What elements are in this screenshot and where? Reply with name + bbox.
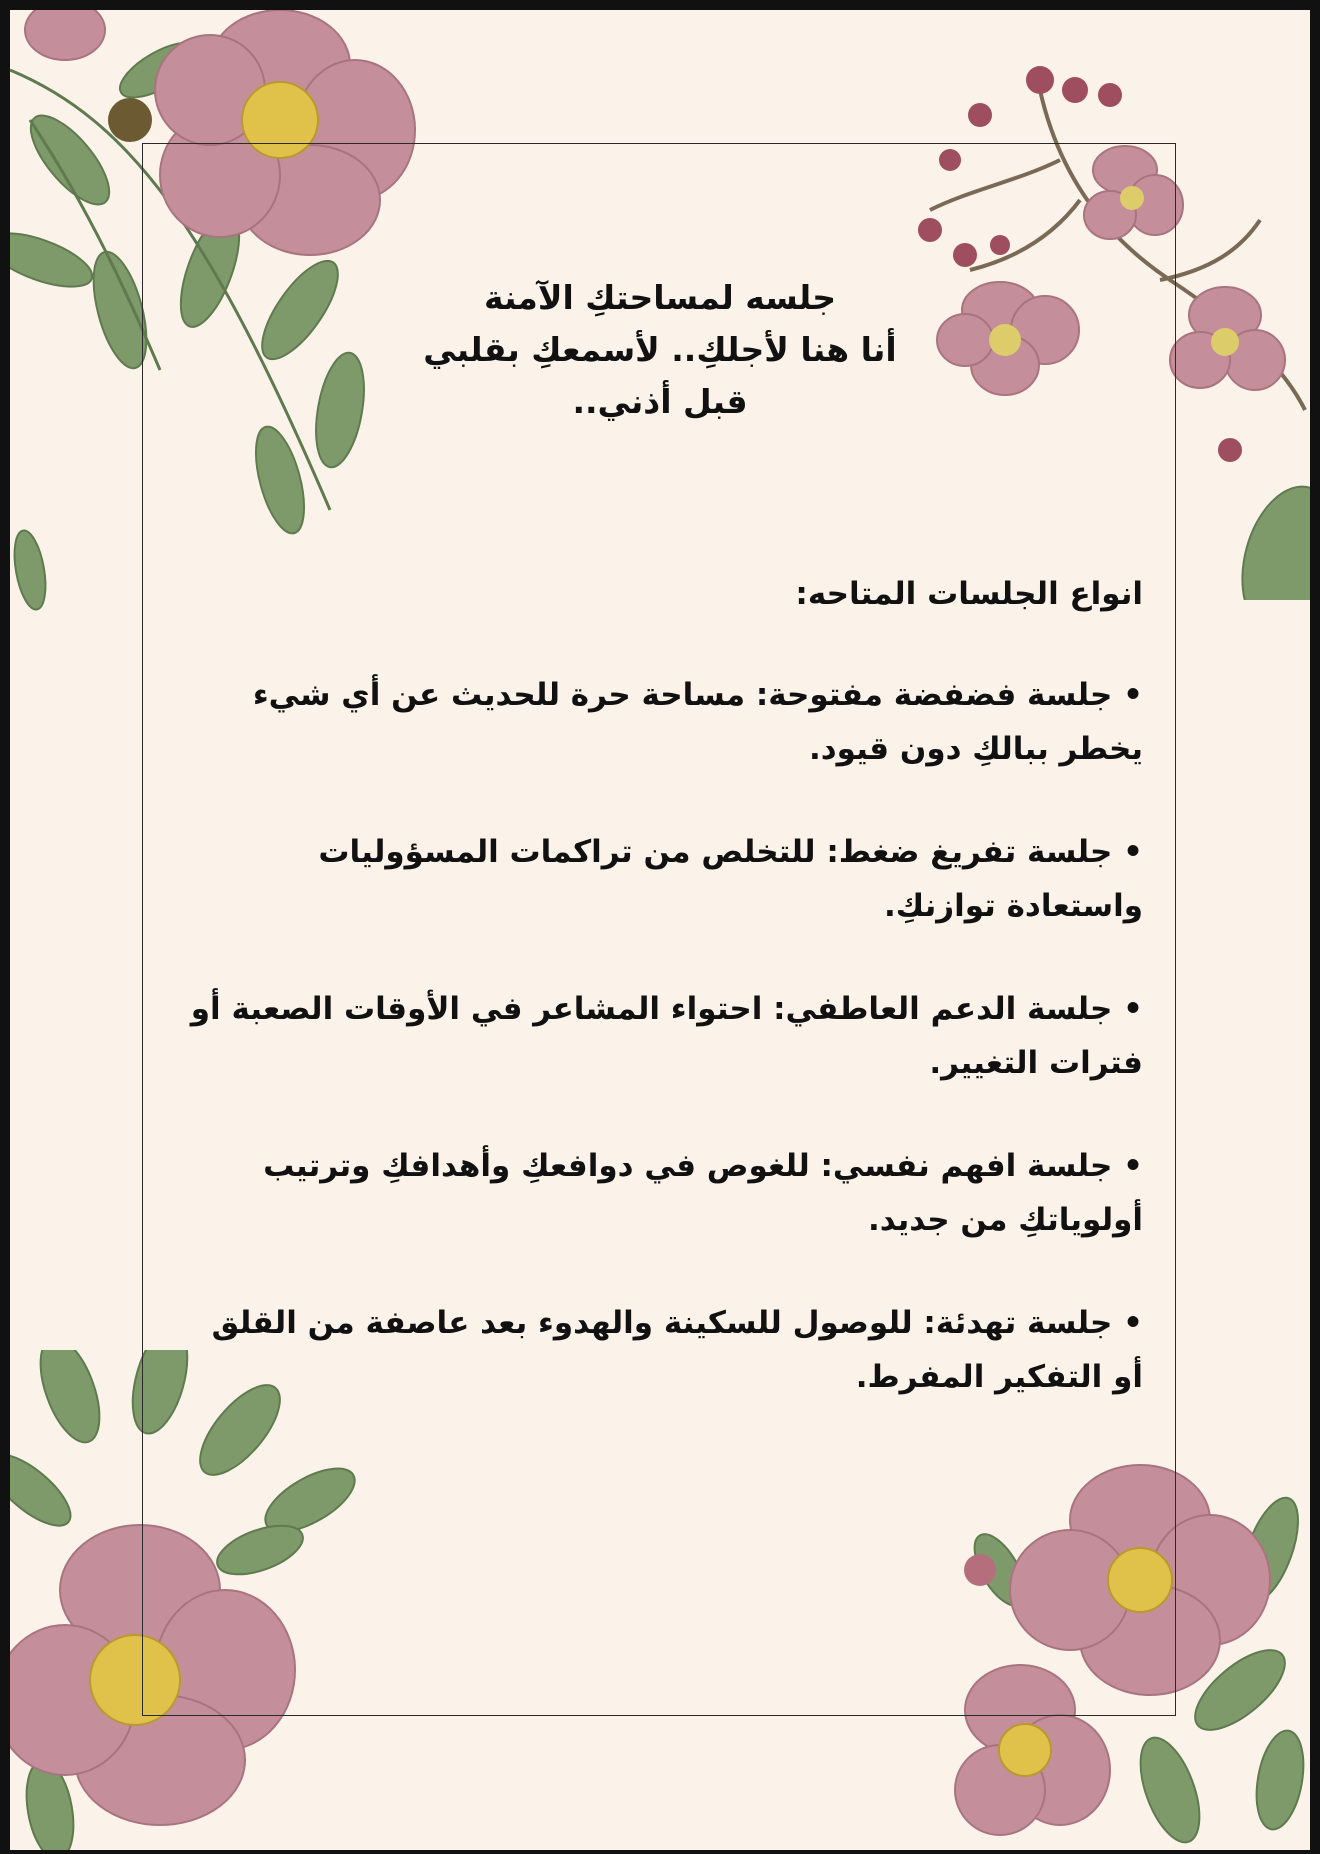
header-title: جلسه لمساحتكِ الآمنة [483,278,837,317]
header-subtitle-continuation: قبل أذني.. [572,382,748,421]
session-item-line: أولوياتكِ من جديد. [867,1202,1143,1238]
session-item-emotional-support [180,982,1143,1090]
session-item-stress-relief [180,825,1143,933]
session-item-line: • جلسة تفريغ ضغط: للتخلص من تراكمات المسؤوليات [318,834,1143,870]
session-item-line: فترات التغيير. [929,1045,1143,1081]
session-item-calming [180,1296,1143,1404]
sessions-section [180,568,1143,1453]
session-item-line: • جلسة الدعم العاطفي: احتواء المشاعر في الأوقات الصعبة أو [190,991,1143,1027]
session-item-open-talk [180,668,1143,776]
sessions-title: انواع الجلسات المتاحه: [795,576,1143,612]
session-item-line: يخطر ببالكِ دون قيود. [809,731,1143,767]
session-item-line: أو التفكير المفرط. [855,1359,1143,1395]
header-subtitle: أنا هنا لأجلكِ.. لأسمعكِ بقلبي [423,330,897,369]
page-header [310,272,1010,428]
page [10,10,1310,1850]
session-item-line: • جلسة فضفضة مفتوحة: مساحة حرة للحديث عن أي شيء [252,677,1143,713]
session-item-line: • جلسة تهدئة: للوصول للسكينة والهدوء بعد عاصفة من القلق [211,1305,1143,1341]
session-item-understand-self [180,1139,1143,1247]
session-item-line: واستعادة توازنكِ. [883,888,1143,924]
session-item-line: • جلسة افهم نفسي: للغوص في دوافعكِ وأهدافكِ وترتيب [263,1148,1143,1184]
